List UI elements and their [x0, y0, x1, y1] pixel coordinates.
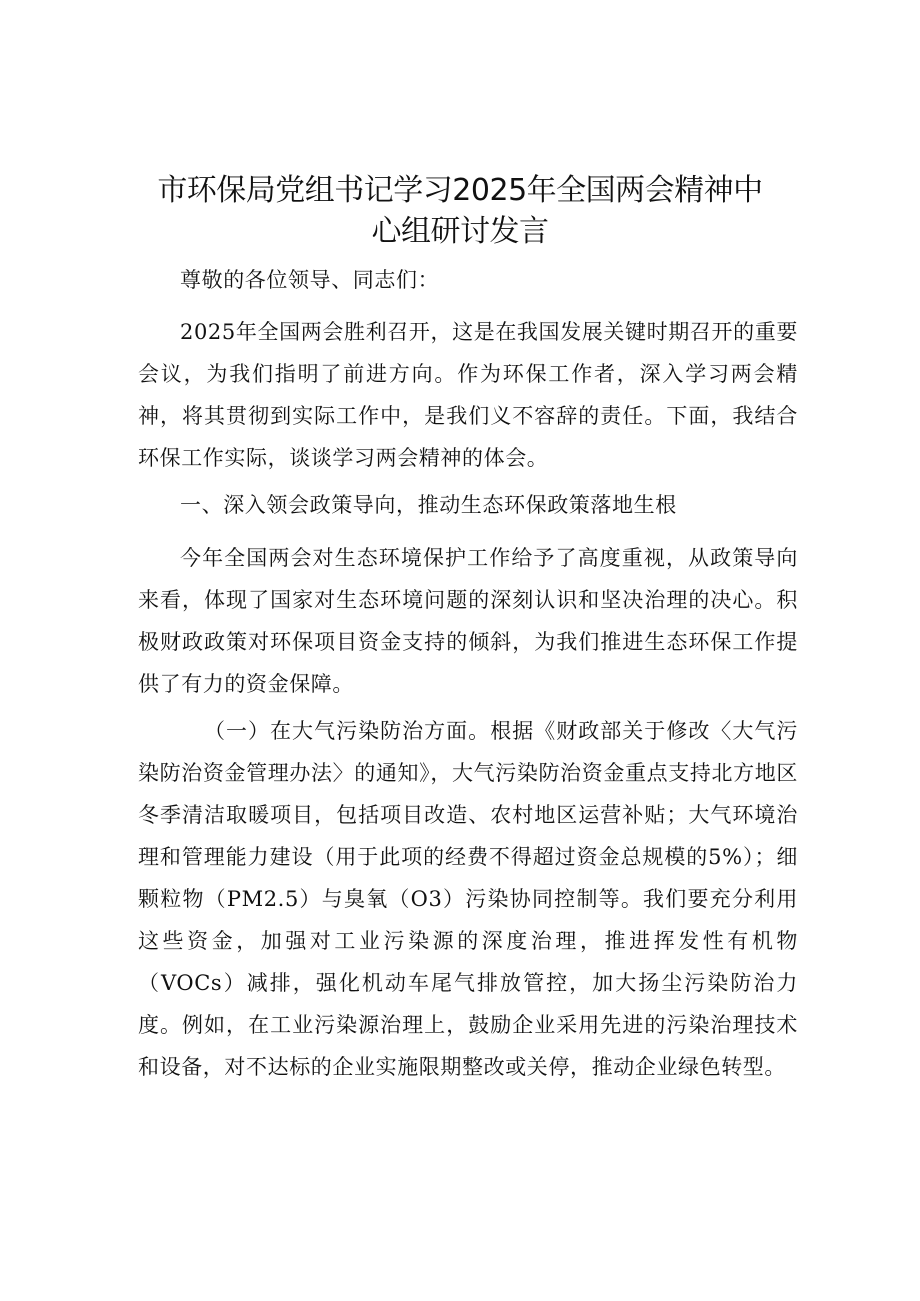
- subsection-1-paragraph: （一）在大气污染防治方面。根据《财政部关于修改〈大气污染防治资金管理办法〉的通知》，大气污染防治资金重点支持北方地区冬季清洁取暖项目，包括项目改造、农村地区运营补贴；大气环境治理和管理能力建设（用于此项的经费不得超过资金总规模的5%）；细颗粒物（PM2.5）与臭氧（O3）污染协同控制等。我们要充分利用这些资金，加强对工业污染源的深度治理，推进挥发性有机物（VOCs）减排，强化机动车尾气排放管控，加大扬尘污染防治力度。例如，在工业污染源治理上，鼓励企业采用先进的污染治理技术和设备，对不达标的企业实施限期整改或关停，推动企业绿色转型。: [138, 719, 798, 1079]
- policy-paragraph: 今年全国两会对生态环境保护工作给予了高度重视，从政策导向来看，体现了国家对生态环境问题的深刻认识和坚决治理的决心。积极财政政策对环保项目资金支持的倾斜，为我们推进生态环保工作提供了有力的资金保障。: [138, 546, 798, 696]
- intro-paragraph: 2025年全国两会胜利召开，这是在我国发展关键时期召开的重要会议，为我们指明了前进方向。作为环保工作者，深入学习两会精神，将其贯彻到实际工作中，是我们义不容辞的责任。下面，我结合环保工作实际，谈谈学习两会精神的体会。: [138, 320, 798, 470]
- document-title-line-2: 心组研讨发言: [371, 214, 549, 249]
- document-title-line-1: 市环保局党组书记学习2025年全国两会精神中: [157, 173, 763, 208]
- section-heading-1: 一、深入领会政策导向，推动生态环保政策落地生根: [180, 493, 677, 517]
- greeting: 尊敬的各位领导、同志们：: [180, 268, 440, 292]
